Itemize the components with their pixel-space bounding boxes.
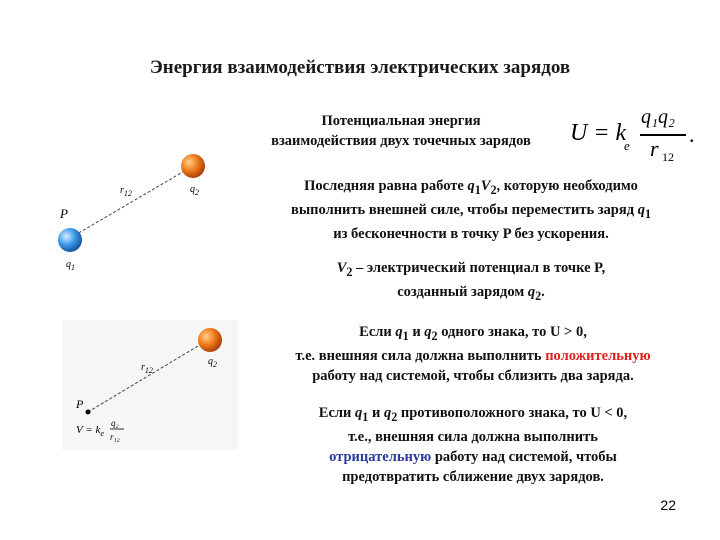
block5-line2: т.е., внешняя сила должна выполнить [348, 428, 598, 445]
charge-q1-sphere [58, 228, 82, 252]
block2-line3: из бесконечности в точку P без ускорения. [333, 225, 609, 242]
charge-q2-sphere-2 [198, 328, 222, 352]
block4-line3: работу над системой, чтобы сблизить два заряда. [312, 367, 634, 384]
block5-line4: предотвратить сближение двух зарядов. [342, 468, 604, 485]
coulomb-energy-formula [568, 106, 708, 168]
charges-diagram-2 [62, 320, 238, 450]
r12-label-1: $r_{12}$ [120, 185, 132, 198]
formula-lhs: U = k [570, 120, 627, 146]
charge-q2-sphere-1 [181, 154, 205, 178]
q2-label-2: $q_2$ [208, 356, 217, 369]
formula-fraction-bar [640, 134, 686, 136]
page-number: 22 [660, 497, 676, 513]
block2-line2: выполнить внешней силе, чтобы переместить заряд $q_1$ [291, 201, 651, 221]
slide-title: Энергия взаимодействия электрических зарядов [149, 57, 571, 78]
potential-formula-lhs: $V = k_e$ [76, 424, 104, 438]
same-sign-text [238, 322, 708, 386]
formula-dot: . [689, 122, 695, 147]
block2-line1: Последняя равна работе $q_1V_2$, которую необходимо [304, 178, 638, 197]
point-p-dot [86, 410, 91, 415]
opposite-sign-text [238, 403, 708, 487]
block3-line2: созданный зарядом $q_2$. [397, 283, 545, 303]
formula-denominator-sub: 12 [662, 150, 674, 164]
potential-definition-text [236, 258, 706, 306]
formula-denominator: r [650, 136, 659, 161]
potential-formula-num: q₂ [111, 418, 119, 428]
block3-line1: $V_2$ – электрический потенциал в точке P, [336, 260, 606, 279]
block1-line1: Потенциальная энергия [321, 113, 481, 129]
q2-label-1: $q_2$ [190, 184, 199, 197]
potential-formula-den: r₁₂ [110, 432, 120, 442]
formula-sub-e: e [624, 138, 630, 153]
distance-line-1 [70, 166, 193, 238]
point-p-label-1: P [60, 206, 68, 221]
charges-diagram-1 [50, 145, 220, 275]
block1-line2: взаимодействия двух точечных зарядов [271, 133, 531, 149]
r12-label-2: $r_{12}$ [141, 362, 153, 375]
block5-line1: Если $q_1$ и $q_2$ противоположного знака, то U < 0, [318, 405, 628, 424]
negative-highlight: отрицательную [329, 448, 432, 465]
formula-numerator: q₁q₂ [641, 106, 675, 128]
distance-line-2 [88, 340, 208, 412]
block5-line3: отрицательную работу над системой, чтобы [329, 448, 617, 465]
q1-label: $q_1$ [66, 259, 75, 272]
positive-highlight: положительную [545, 347, 651, 364]
block4-line1: Если $q_1$ и $q_2$ одного знака, то U > 0, [359, 324, 587, 343]
potential-energy-text [236, 111, 566, 151]
point-p-label-2: P [76, 397, 84, 411]
block4-line2: т.е. внешняя сила должна выполнить положительную [295, 347, 651, 364]
work-equivalence-text [236, 176, 706, 244]
